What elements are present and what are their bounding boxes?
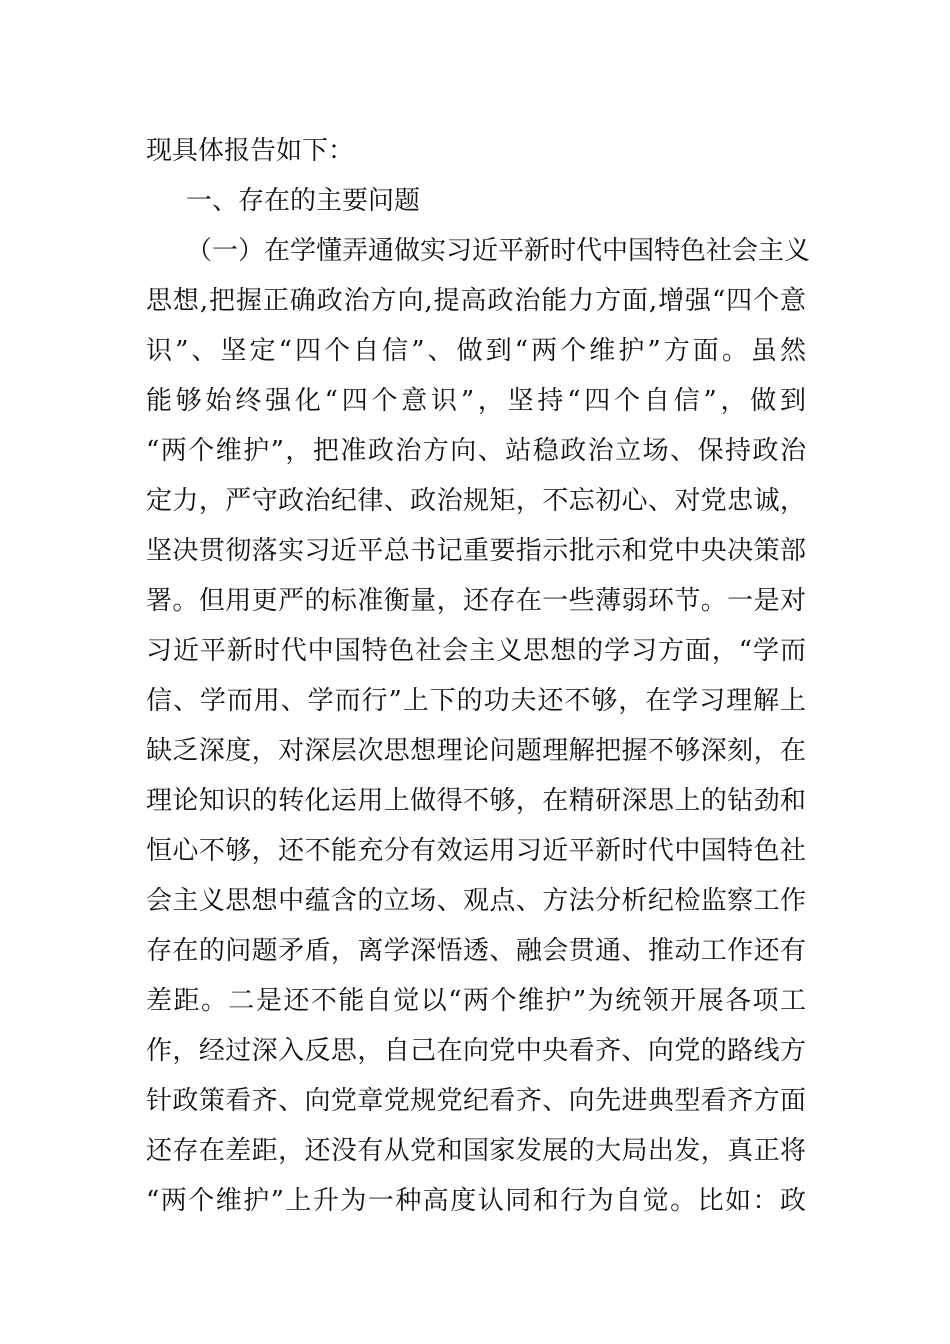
text-line: 信、学而用、学而行”上下的功夫还不够，在学习理解上 [146,686,806,716]
text-line: 缺乏深度，对深层次思想理论问题理解把握不够深刻，在 [146,736,806,766]
text-line: 理论知识的转化运用上做得不够，在精研深思上的钻劲和 [146,786,806,816]
text-line: 思想,把握正确政治方向,提高政治能力方面,增强“四个意 [146,286,806,316]
text-line: 识”、坚定“四个自信”、做到“两个维护”方面。虽然 [146,336,806,366]
intro-paragraph [146,126,806,176]
text-line: 还存在差距，还没有从党和国家发展的大局出发，真正将 [146,1136,806,1166]
text-line: 现具体报告如下： [146,136,355,166]
text-line: 署。但用更严的标准衡量，还存在一些薄弱环节。一是对 [146,586,806,616]
section-paragraph [146,226,811,1226]
text-line: 作，经过深入反思，自己在向党中央看齐、向党的路线方 [146,1036,806,1066]
section-heading [146,176,806,226]
text-line: 恒心不够，还不能充分有效运用习近平新时代中国特色社 [146,836,806,866]
text-line: 能够始终强化“四个意识”，坚持“四个自信”，做到 [146,386,806,416]
text-line: 会主义思想中蕴含的立场、观点、方法分析纪检监察工作 [146,886,806,916]
text-line: 定力，严守政治纪律、政治规矩，不忘初心、对党忠诚， [146,486,806,516]
text-line: 坚决贯彻落实习近平总书记重要指示批示和党中央决策部 [146,536,806,566]
text-line: （一）在学懂弄通做实习近平新时代中国特色社会主义 [186,236,811,266]
text-line: “两个维护”上升为一种高度认同和行为自觉。比如：政 [146,1186,806,1216]
text-line: 一、存在的主要问题 [186,186,421,216]
text-line: 针政策看齐、向党章党规党纪看齐、向先进典型看齐方面 [146,1086,806,1116]
text-line: 习近平新时代中国特色社会主义思想的学习方面，“学而 [146,636,806,666]
text-line: 存在的问题矛盾，离学深悟透、融会贯通、推动工作还有 [146,936,806,966]
document-body [146,126,811,1226]
text-line: “两个维护”，把准政治方向、站稳政治立场、保持政治 [146,436,806,466]
text-line: 差距。二是还不能自觉以“两个维护”为统领开展各项工 [146,986,806,1016]
